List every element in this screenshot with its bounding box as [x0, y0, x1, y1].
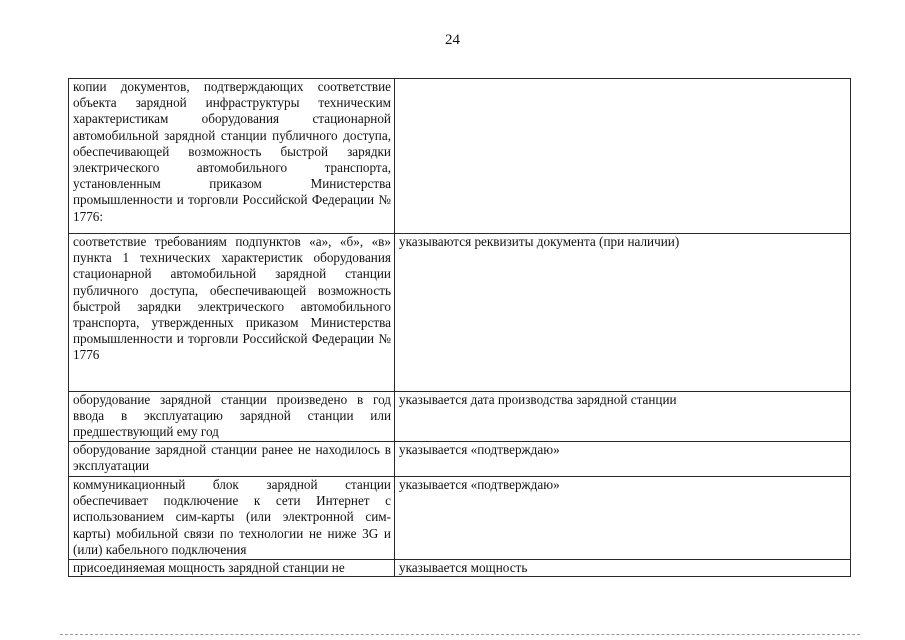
instruction-text: указывается дата производства зарядной станции [399, 392, 677, 407]
table-cell-requirement [69, 442, 395, 477]
instruction-text: указываются реквизиты документа (при наличии) [399, 234, 680, 249]
table-cell-requirement [69, 392, 395, 442]
table-cell-instruction [395, 79, 851, 234]
table-cell-requirement [69, 79, 395, 234]
table-cell-instruction [395, 234, 851, 392]
requirement-text: оборудование зарядной станции произведено в год ввода в эксплуатацию зарядной станции или предшествующий ему год [73, 392, 391, 440]
table-row [69, 79, 851, 234]
table-row [69, 392, 851, 442]
instruction-text: указывается мощность [399, 560, 528, 575]
instruction-text: указывается «подтверждаю» [399, 442, 560, 457]
requirements-table [68, 78, 851, 577]
instruction-text: указывается «подтверждаю» [399, 477, 560, 492]
requirement-text: оборудование зарядной станции ранее не находилось в эксплуатации [73, 442, 391, 474]
table-row [69, 234, 851, 392]
table-cell-instruction [395, 442, 851, 477]
table-row [69, 442, 851, 477]
table-cell-requirement [69, 234, 395, 392]
table-row [69, 477, 851, 560]
requirement-text: копии документов, подтверждающих соответствие объекта зарядной инфраструктуры техническим характеристикам оборудования стационарной автомобильной зарядной станции публичного доступа, обеспечивающей возможность быстрой зарядки электрического автомобильного транспорта, установленным приказом Министерства промышленности и торговли Российской Федерации № 1776: [73, 79, 391, 224]
page-bottom-divider [60, 634, 860, 635]
table-cell-requirement [69, 560, 395, 577]
requirement-text: коммуникационный блок зарядной станции обеспечивает подключение к сети Интернет с использованием сим-карты (или электронной сим-карты) мобильной связи по технологии не ниже 3G и (или) кабельного подключения [73, 477, 391, 557]
page-number: 24 [445, 32, 460, 48]
table-cell-requirement [69, 477, 395, 560]
requirement-text: соответствие требованиям подпунктов «а», «б», «в» пункта 1 технических характеристик оборудования стационарной автомобильной зарядной станции публичного доступа, обеспечивающей возможность быстрой зарядки электрического автомобильного транспорта, утвержденных приказом Министерства промышленности и торговли Российской Федерации № 1776 [73, 234, 391, 363]
table-cell-instruction [395, 477, 851, 560]
table-cell-instruction [395, 392, 851, 442]
table-cell-instruction [395, 560, 851, 577]
table-row [69, 560, 851, 577]
requirement-text: присоединяемая мощность зарядной станции не [73, 560, 345, 575]
